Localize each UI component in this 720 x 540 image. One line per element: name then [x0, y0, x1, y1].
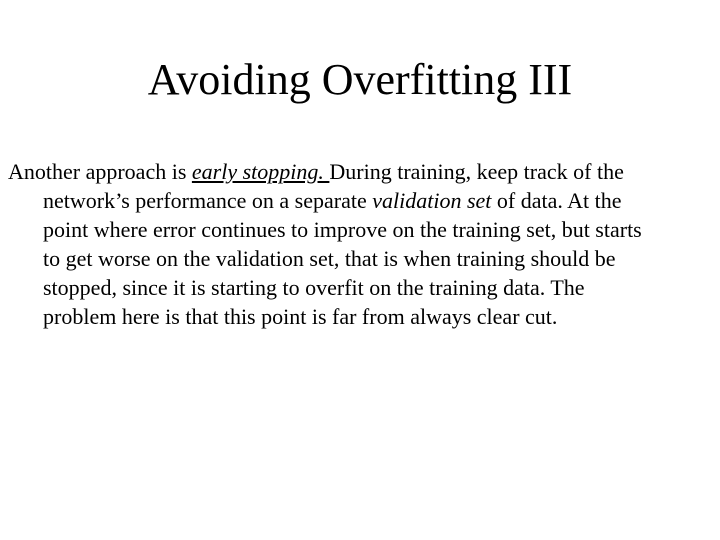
body-text-line2-post: of data. At the	[491, 188, 622, 213]
term-early-stopping: early stopping.	[191, 159, 330, 184]
body-line-2	[8, 186, 712, 215]
body-text-line2-pre: network’s performance on a separate	[43, 188, 373, 213]
body-text-line1-post: During training, keep track of the	[329, 159, 624, 184]
body-line-4: to get worse on the validation set, that is when training should be	[43, 246, 616, 271]
body-line-1	[8, 157, 712, 186]
term-validation-set: validation set	[372, 188, 492, 213]
body-text-line1-pre: Another approach is	[8, 159, 192, 184]
body-line-6: problem here is that this point is far from always clear cut.	[43, 304, 558, 329]
slide-body-paragraph	[8, 157, 712, 331]
body-line-3: point where error continues to improve on the training set, but starts	[43, 217, 642, 242]
body-line-5: stopped, since it is starting to overfit on the training data. The	[43, 275, 585, 300]
slide-title: Avoiding Overfitting III	[147, 55, 573, 104]
